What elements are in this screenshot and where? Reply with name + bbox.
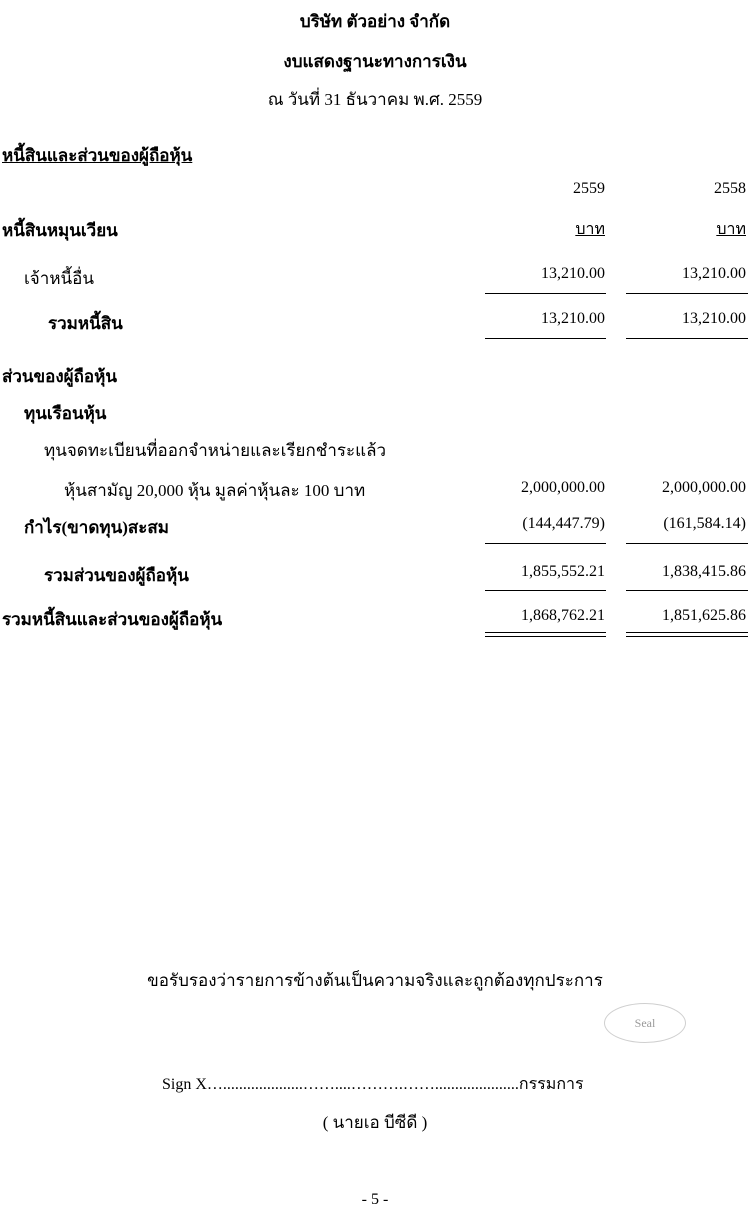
total-rule [485, 590, 606, 591]
total-rule [626, 338, 748, 339]
column-year-2558: 2558 [714, 180, 746, 197]
grand-total-label: รวมหนี้สินและส่วนของผู้ถือหุ้น [2, 610, 223, 629]
registered-capital-label: ทุนจดทะเบียนที่ออกจำหน่ายและเรียกชำระแล้ว [44, 441, 387, 460]
total-equity-2559: 1,855,552.21 [521, 563, 605, 580]
total-equity-2558: 1,838,415.86 [662, 563, 746, 580]
double-underline-bottom [485, 636, 606, 637]
total-rule [485, 338, 606, 339]
double-underline-bottom [626, 636, 748, 637]
total-liabilities-2558: 13,210.00 [682, 310, 746, 327]
current-liabilities-label: หนี้สินหมุนเวียน [2, 221, 118, 240]
column-year-2559: 2559 [573, 180, 605, 197]
double-underline-top [485, 632, 606, 633]
subtotal-rule [485, 543, 606, 544]
share-capital-label: ทุนเรือนหุ้น [24, 404, 107, 423]
column-unit-2559: บาท [575, 221, 605, 238]
total-liabilities-label: รวมหนี้สิน [48, 314, 123, 333]
subtotal-rule [626, 293, 748, 294]
subtotal-rule [485, 293, 606, 294]
statement-title: งบแสดงฐานะทางการเงิน [283, 52, 467, 71]
ordinary-shares-2558: 2,000,000.00 [662, 479, 746, 496]
signature-line: Sign X…....................……....……….…….....................กรรมการ [162, 1076, 584, 1093]
certification-statement: ขอรับรองว่ารายการข้างต้นเป็นความจริงและถูกต้องทุกประการ [147, 971, 603, 990]
company-name: บริษัท ตัวอย่าง จำกัด [299, 12, 451, 31]
other-payables-2558: 13,210.00 [682, 265, 746, 282]
grand-total-2559: 1,868,762.21 [521, 607, 605, 624]
seal-stamp: Seal [604, 1003, 686, 1043]
statement-date: ณ วันที่ 31 ธันวาคม พ.ศ. 2559 [267, 90, 483, 109]
ordinary-shares-2559: 2,000,000.00 [521, 479, 605, 496]
total-equity-label: รวมส่วนของผู้ถือหุ้น [44, 566, 189, 585]
retained-earnings-2558: (161,584.14) [663, 515, 746, 532]
retained-earnings-label: กำไร(ขาดทุน)สะสม [24, 518, 169, 537]
total-liabilities-2559: 13,210.00 [541, 310, 605, 327]
double-underline-top [626, 632, 748, 633]
page-number: - 5 - [361, 1191, 389, 1208]
ordinary-shares-label: หุ้นสามัญ 20,000 หุ้น มูลค่าหุ้นละ 100 บาท [64, 481, 366, 500]
total-rule [626, 590, 748, 591]
section-title: หนี้สินและส่วนของผู้ถือหุ้น [2, 146, 193, 165]
signatory-name: ( นายเอ บีซีดี ) [322, 1113, 428, 1132]
retained-earnings-2559: (144,447.79) [522, 515, 605, 532]
other-payables-label: เจ้าหนี้อื่น [24, 269, 94, 288]
subtotal-rule [626, 543, 748, 544]
column-unit-2558: บาท [716, 221, 746, 238]
grand-total-2558: 1,851,625.86 [662, 607, 746, 624]
equity-title: ส่วนของผู้ถือหุ้น [2, 367, 117, 386]
other-payables-2559: 13,210.00 [541, 265, 605, 282]
